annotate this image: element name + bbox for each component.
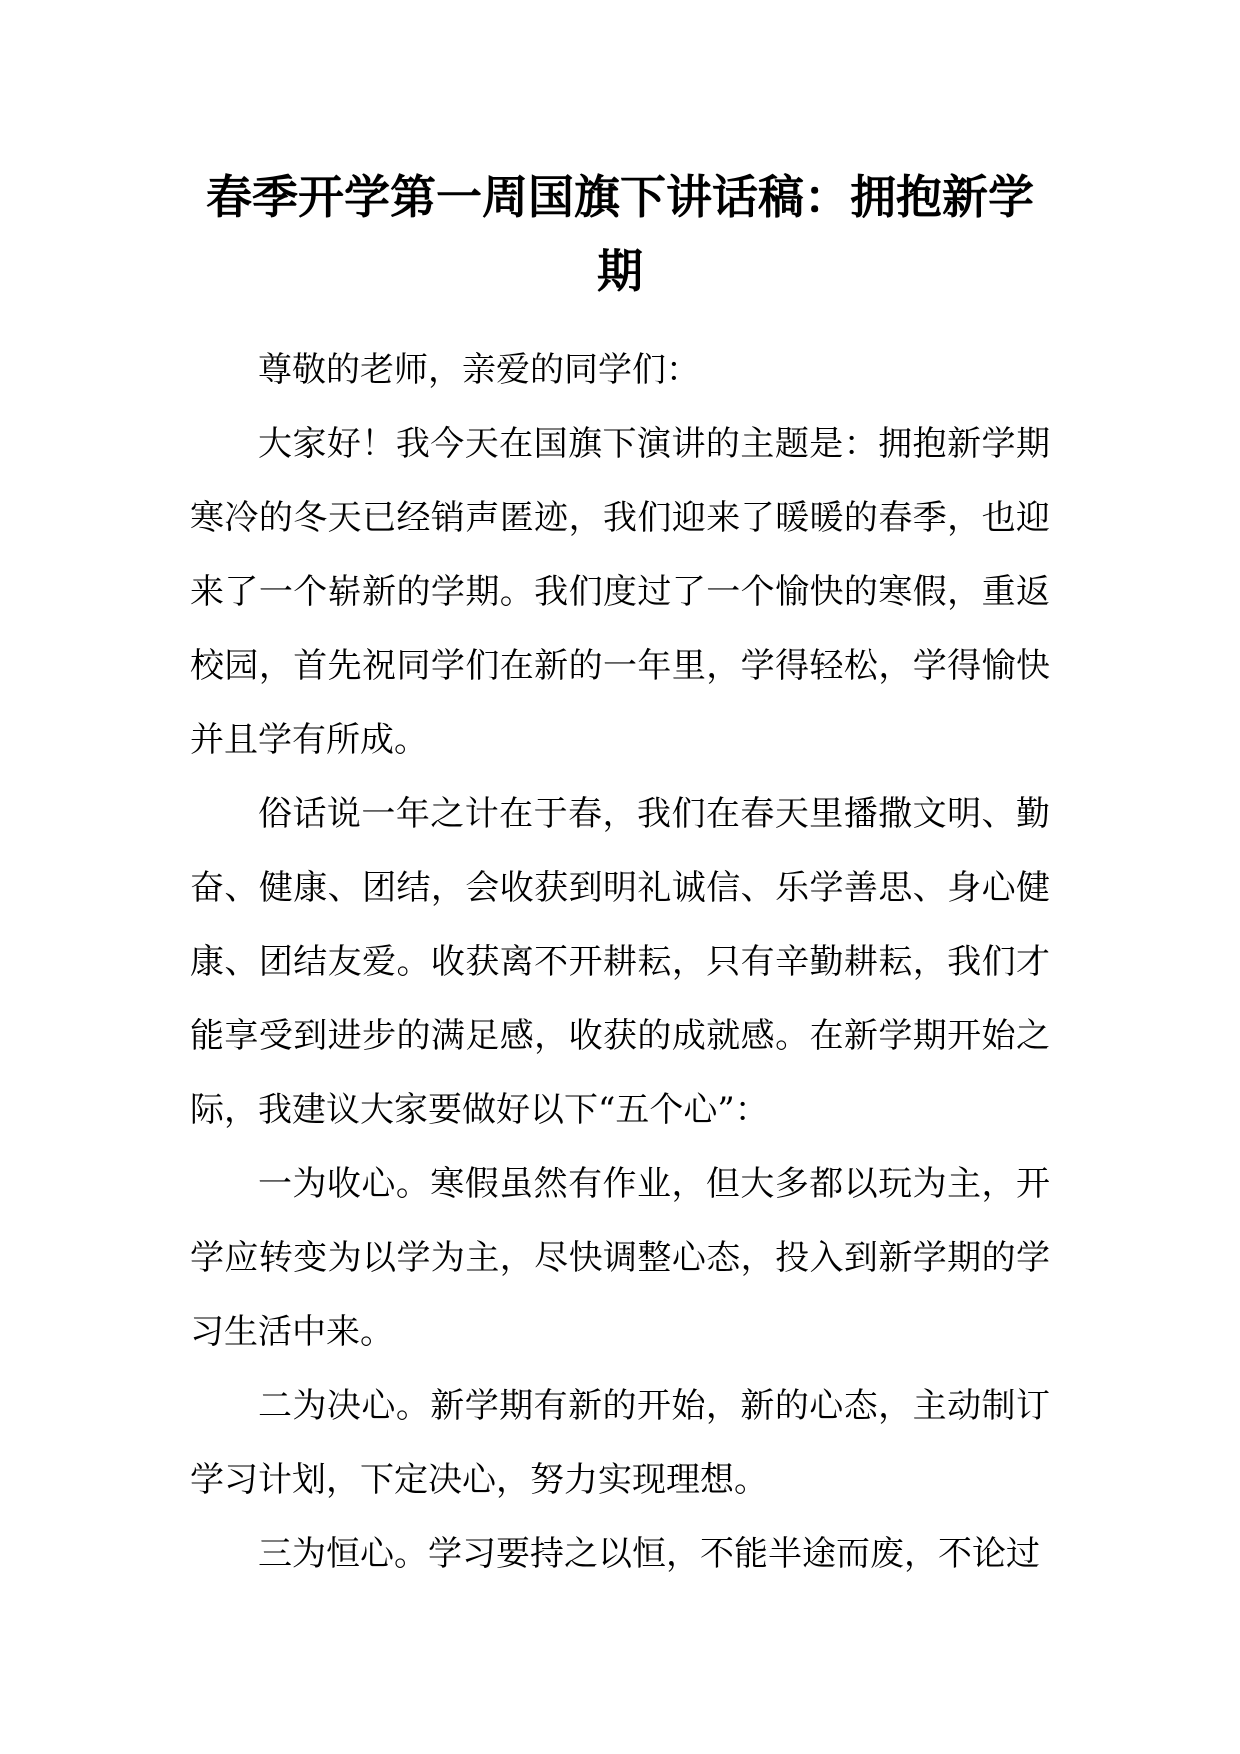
paragraph-greeting: 大家好！我今天在国旗下演讲的主题是：拥抱新学期寒冷的冬天已经销声匿迹，我们迎来了暖暖的春季，也迎来了一个崭新的学期。我们度过了一个愉快的寒假，重返校园，首先祝同学们在新的一年里，学得轻松，学得愉快并且学有所成。 xyxy=(190,424,1050,760)
paragraph-point-two: 二为决心。新学期有新的开始，新的心态，主动制订学习计划，下定决心，努力实现理想。 xyxy=(190,1386,1050,1500)
paragraph-salutation: 尊敬的老师，亲爱的同学们： xyxy=(258,350,700,390)
paragraph-five-hearts-intro: 俗话说一年之计在于春，我们在春天里播撒文明、勤奋、健康、团结，会收获到明礼诚信、乐学善思、身心健康、团结友爱。收获离不开耕耘，只有辛勤耕耘，我们才能享受到进步的满足感，收获的成就感。在新学期开始之际，我建议大家要做好以下“五个心”： xyxy=(190,794,1050,1130)
paragraph-point-three: 三为恒心。学习要持之以恒，不能半途而废，不论过 xyxy=(258,1534,1040,1574)
paragraph-point-one: 一为收心。寒假虽然有作业，但大多都以玩为主，开学应转变为以学为主，尽快调整心态，投入到新学期的学习生活中来。 xyxy=(190,1164,1050,1352)
document-title: 春季开学第一周国旗下讲话稿：拥抱新学期 xyxy=(206,170,1034,298)
document-body xyxy=(190,333,1050,1591)
